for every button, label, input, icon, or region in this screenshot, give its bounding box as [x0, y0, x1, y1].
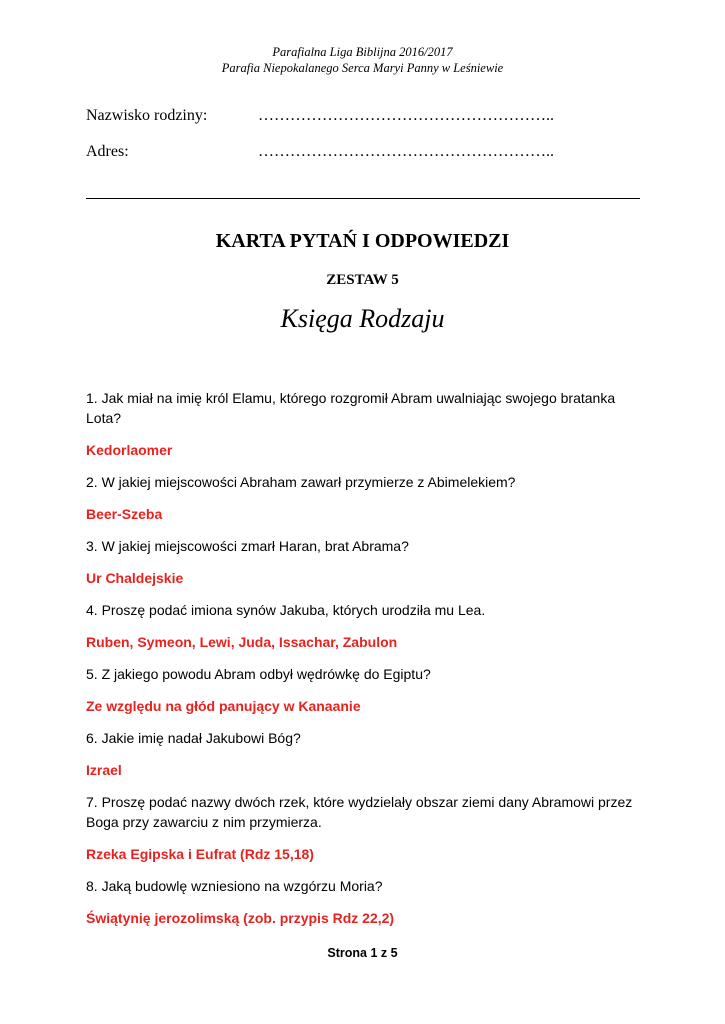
answer: Izrael	[86, 762, 122, 778]
question-list	[86, 388, 646, 940]
question: 7. Proszę podać nazwy dwóch rzek, które wydzielały obszar ziemi dany Abramowi przez Boga przy zawarciu z nim przymierza.	[86, 794, 633, 830]
question: 1. Jak miał na imię król Elamu, którego rozgromił Abram uwalniając swojego bratanka Lota?	[86, 390, 616, 426]
answer: Ze względu na głód panujący w Kanaanie	[86, 698, 361, 714]
address-label: Adres:	[86, 143, 129, 160]
family-name-label: Nazwisko rodziny:	[86, 107, 208, 124]
header-parish-name: Parafia Niepokalanego Serca Maryi Panny w Leśniewie	[221, 61, 504, 75]
question: 8. Jaką budowlę wzniesiono na wzgórzu Moria?	[86, 878, 383, 894]
page-number: Strona 1 z 5	[327, 946, 398, 960]
family-name-blank: ………………………………………………..	[258, 107, 554, 124]
answer: Świątynię jerozolimską (zob. przypis Rdz 22,2)	[86, 910, 395, 926]
question: 3. W jakiej miejscowości zmarł Haran, brat Abrama?	[86, 538, 409, 554]
answer: Beer-Szeba	[86, 506, 163, 522]
set-number: ZESTAW 5	[326, 272, 399, 288]
document-title: KARTA PYTAŃ I ODPOWIEDZI	[215, 230, 510, 252]
family-name-field	[86, 106, 554, 126]
address-field	[86, 142, 554, 162]
answer: Kedorlaomer	[86, 442, 173, 458]
question: 4. Proszę podać imiona synów Jakuba, których urodziła mu Lea.	[86, 602, 486, 618]
header-league-name: Parafialna Liga Biblijna 2016/2017	[272, 45, 453, 59]
question: 2. W jakiej miejscowości Abraham zawarł przymierze z Abimelekiem?	[86, 474, 516, 490]
question: 5. Z jakiego powodu Abram odbył wędrówkę do Egiptu?	[86, 666, 431, 682]
book-name: Księga Rodzaju	[280, 304, 445, 333]
horizontal-divider	[86, 198, 640, 199]
question: 6. Jakie imię nadał Jakubowi Bóg?	[86, 730, 301, 746]
answer: Ruben, Symeon, Lewi, Juda, Issachar, Zabulon	[86, 634, 398, 650]
page-header	[0, 44, 725, 76]
address-blank: ………………………………………………..	[258, 143, 554, 160]
answer: Ur Chaldejskie	[86, 570, 184, 586]
answer: Rzeka Egipska i Eufrat (Rdz 15,18)	[86, 846, 314, 862]
